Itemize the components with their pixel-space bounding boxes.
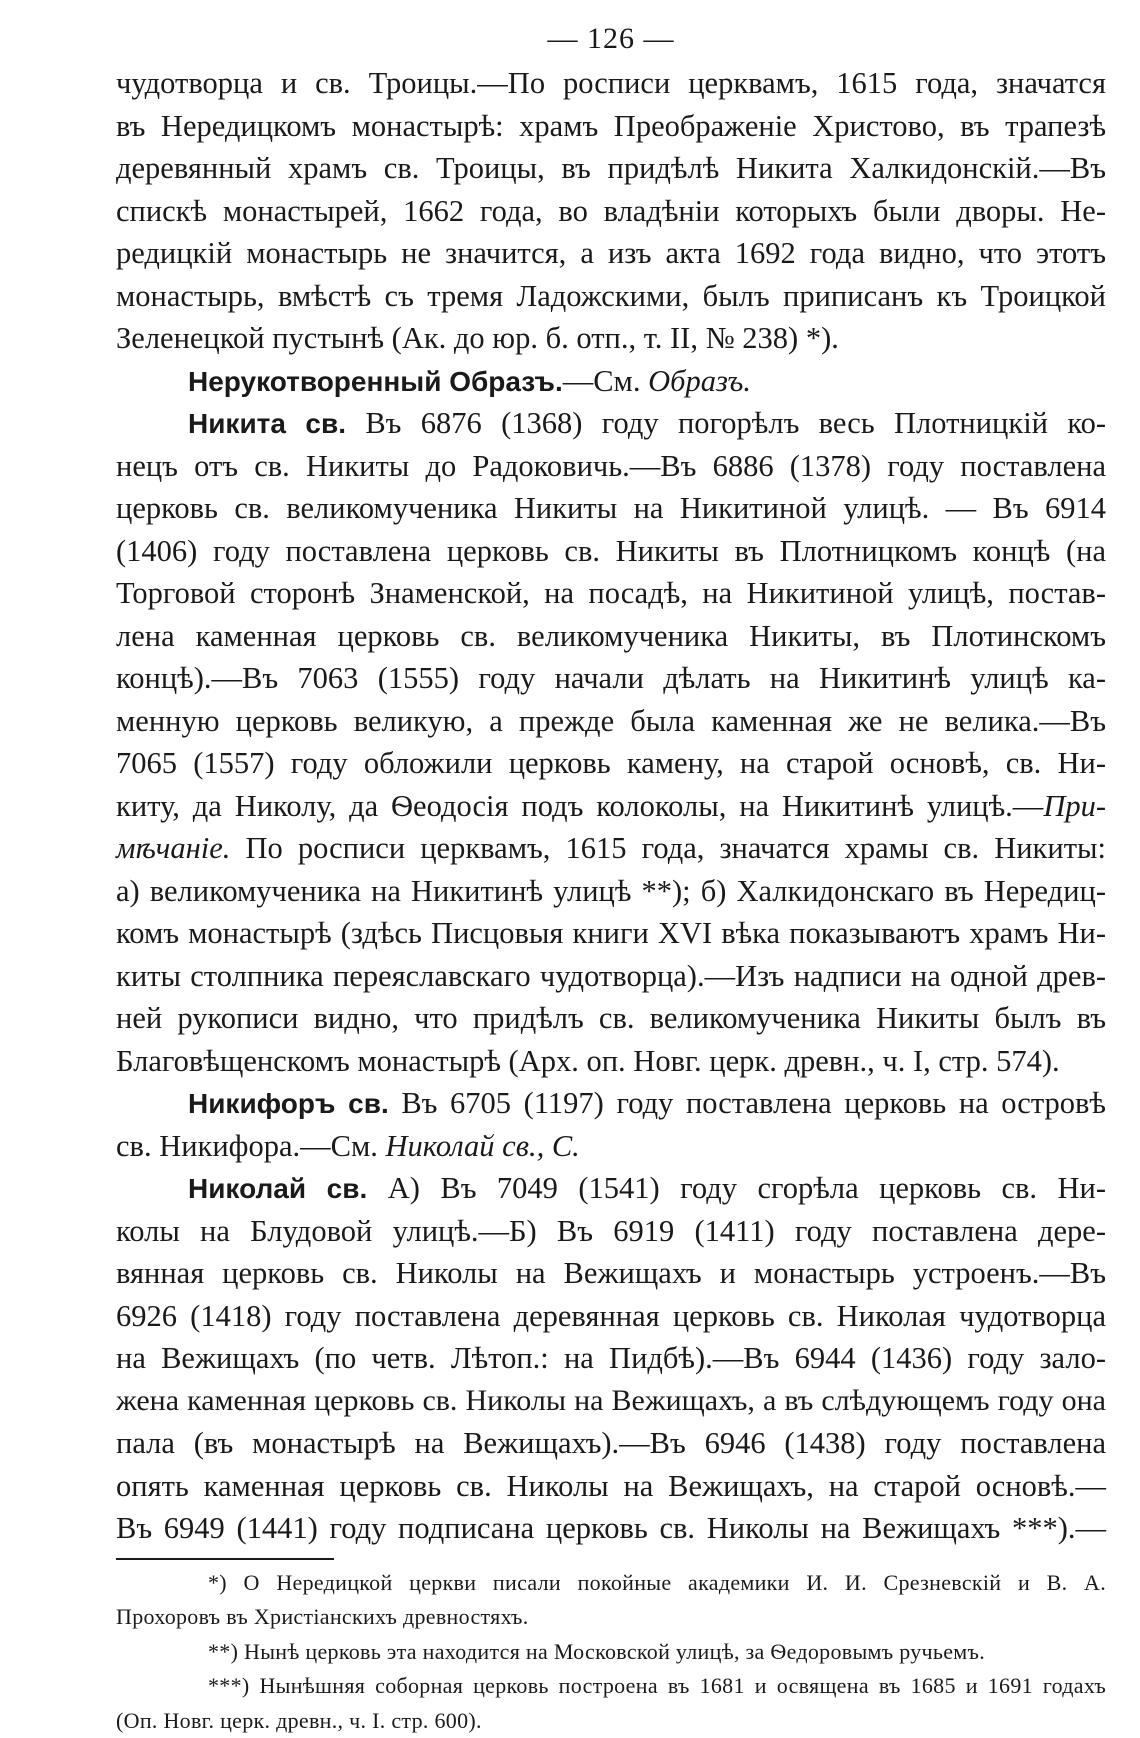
text-line: въ Нередицкомъ монастырѣ: храмъ Преображеніе Христово, въ трапезѣ (116, 105, 1106, 148)
entry-heading-line: Никита св. Въ 6876 (1368) году погорѣлъ весь Плотницкій ко- (116, 402, 1106, 445)
entry-heading-line: Никифоръ св. Въ 6705 (1197) году поставлена церковь на островѣ (116, 1082, 1106, 1125)
italic-note: мѣчаніе. (116, 831, 230, 865)
footnote: ***) Нынѣшняя соборная церковь построена въ 1681 и освящена въ 1685 и 1691 годахъ (116, 1669, 1106, 1704)
text-line: церковь св. великомученика Никиты на Никитиной улицѣ. — Въ 6914 (116, 487, 1106, 530)
entry-heading: Никифоръ св. (188, 1088, 389, 1119)
text-line: пала (въ монастырѣ на Вежищахъ).—Въ 6946 (1438) году поставлена (116, 1422, 1106, 1465)
text-line: спискѣ монастырей, 1662 года, во владѣніи которыхъ были дворы. Не- (116, 190, 1106, 233)
footnotes (116, 1566, 1106, 1738)
text-line: комъ монастырѣ (здѣсь Писцовыя книги XVI вѣка показываютъ храмъ Ни- (116, 912, 1106, 955)
text-line: менную церковь великую, а прежде была каменная же не велика.—Въ (116, 700, 1106, 743)
cross-reference: Образъ. (648, 364, 751, 398)
text-line: киты столпника переяславскаго чудотворца).—Изъ надписи на одной древ- (116, 955, 1106, 998)
text-line: опять каменная церковь св. Николы на Вежищахъ, на старой основѣ.— (116, 1465, 1106, 1508)
text-line: жена каменная церковь св. Николы на Вежищахъ, а въ слѣдующемъ году она (116, 1380, 1106, 1423)
footnote-divider (116, 1558, 334, 1560)
text-line: мѣчаніе. По росписи церквамъ, 1615 года, значатся храмы св. Никиты: (116, 827, 1106, 870)
text-line: (1406) году поставлена церковь св. Никиты въ Плотницкомъ концѣ (на (116, 530, 1106, 573)
entry-heading: Никита св. (188, 408, 346, 439)
entry-heading-line: Нерукотворенный Образъ.—См. Образъ. (116, 360, 1106, 403)
cross-reference: Николай св., С. (386, 1129, 580, 1163)
entry-heading: Николай св. (188, 1173, 367, 1204)
text-line: нецъ отъ св. Никиты до Радоковичь.—Въ 6886 (1378) году поставлена (116, 445, 1106, 488)
entry-heading-line: Николай св. А) Въ 7049 (1541) году сгорѣла церковь св. Ни- (116, 1167, 1106, 1210)
text-line: Зеленецкой пустынѣ (Ак. до юр. б. отп., т. II, № 238) *). (116, 317, 1106, 360)
footnote: (Оп. Новг. церк. древн., ч. I. стр. 600). (116, 1704, 1106, 1738)
text-line: колы на Блудовой улицѣ.—Б) Въ 6919 (1411) году поставлена дере- (116, 1210, 1106, 1253)
footnote: **) Нынѣ церковь эта находится на Московской улицѣ, за Ѳедоровымъ ручьемъ. (116, 1635, 1106, 1670)
text-line: Торговой сторонѣ Знаменской, на посадѣ, на Никитиной улицѣ, постав- (116, 572, 1106, 615)
text-line: концѣ).—Въ 7063 (1555) году начали дѣлать на Никитинѣ улицѣ ка- (116, 657, 1106, 700)
entry-heading: Нерукотворенный Образъ. (188, 366, 563, 397)
text-line: лена каменная церковь св. великомученика Никиты, въ Плотинскомъ (116, 615, 1106, 658)
italic-note: При- (1043, 789, 1106, 823)
document-page (116, 22, 1106, 1738)
text-line: редицкій монастырь не значится, а изъ акта 1692 года видно, что этотъ (116, 232, 1106, 275)
text-line: деревянный храмъ св. Троицы, въ придѣлѣ Никита Халкидонскій.—Въ (116, 147, 1106, 190)
text-line: на Вежищахъ (по четв. Лѣтоп.: на Пидбѣ).—Въ 6944 (1436) году зало- (116, 1337, 1106, 1380)
text-line: 7065 (1557) году обложили церковь камену, на старой основѣ, св. Ни- (116, 742, 1106, 785)
footnote: *) О Нередицкой церкви писали покойные академики И. И. Срезневскій и В. А. (116, 1566, 1106, 1601)
text-line: киту, да Николу, да Ѳеодосія подъ колоколы, на Никитинѣ улицѣ.—При- (116, 785, 1106, 828)
text-line: чудотворца и св. Троицы.—По росписи церквамъ, 1615 года, значатся (116, 62, 1106, 105)
text-line: ней рукописи видно, что придѣлъ св. великомученика Никиты былъ въ (116, 997, 1106, 1040)
text-line: Благовѣщенскомъ монастырѣ (Арх. оп. Новг. церк. древн., ч. I, стр. 574). (116, 1040, 1106, 1083)
page-number: — 126 — (116, 22, 1106, 56)
text-line: монастырь, вмѣстѣ съ тремя Ладожскими, былъ приписанъ къ Троицкой (116, 275, 1106, 318)
text-line: а) великомученика на Никитинѣ улицѣ **); б) Халкидонскаго въ Нередиц- (116, 870, 1106, 913)
footnote: Прохоровъ въ Христіанскихъ древностяхъ. (116, 1600, 1106, 1635)
text-line: вянная церковь св. Николы на Вежищахъ и монастырь устроенъ.—Въ (116, 1252, 1106, 1295)
text-line: Въ 6949 (1441) году подписана церковь св. Николы на Вежищахъ ***).— (116, 1507, 1106, 1550)
text-line: 6926 (1418) году поставлена деревянная церковь св. Николая чудотворца (116, 1295, 1106, 1338)
text-line: св. Никифора.—См. Николай св., С. (116, 1125, 1106, 1168)
body-text (116, 62, 1106, 1550)
